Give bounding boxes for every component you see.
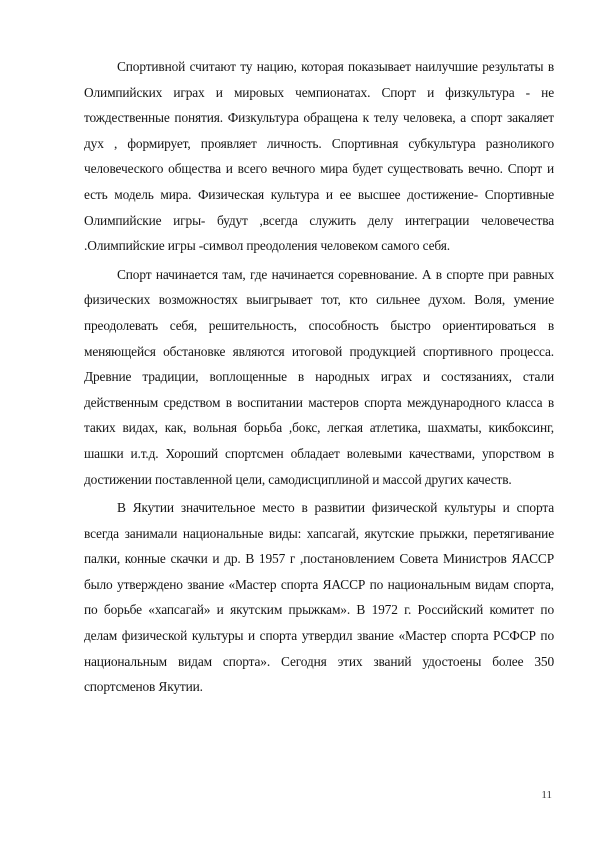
paragraph-olympic-sport: Спортивной считают ту нацию, которая показывает наилучшие результаты в Олимпийских играх и мировых чемпионатах. Спорт и физкультура - не тождественные понятия. Физкультура обращена к телу человека, а спорт закаляет дух , формирует, проявляет личность. Спортивная субкультура разноликого человеческого общества и всего вечного мира будет существовать вечно. Спорт и есть модель мира. Физическая культура и ее высшее достижение- Спортивные Олимпийские игры- будут ,всегда служить делу интеграции человечества .Олимпийские игры -символ преодоления человеком самого себя. xyxy=(84,59,554,254)
paragraph-yakutia-national-sports: В Якутии значительное место в развитии физической культуры и спорта всегда занимали национальные виды: хапсагай, якутские прыжки, перетягивание палки, конные скачки и др. В 1957 г ,постановлением Совета Министров ЯАССР было утверждено звание «Мастер спорта ЯАССР по национальным видам спорта, по борьбе «хапсагай» и якутским прыжкам». В 1972 г. Российский комитет по делам физической культуры и спорта утвердил звание «Мастер спорта РСФСР по национальным видам спорта». Сегодня этих званий удостоены более 350 спортсменов Якутии. xyxy=(84,500,554,695)
page-number: 11 xyxy=(541,789,552,801)
paragraph-competition-spirit: Спорт начинается там, где начинается соревнование. А в спорте при равных физических возможностях выигрывает тот, кто сильнее духом. Воля, умение преодолевать себя, решительность, способность быстро ориентироваться в меняющейся обстановке являются итоговой продукцией спортивного процесса. Древние традиции, воплощенные в народных играх и состязаниях, стали действенным средством в воспитании мастеров спорта международного класса в таких видах, как, вольная борьба ,бокс, легкая атлетика, шахматы, кикбоксинг, шашки и.т.д. Хороший спортсмен обладает волевыми качествами, упорством в достижении поставленной цели, самодисциплиной и массой других качеств. xyxy=(84,266,554,487)
page-body xyxy=(84,54,554,703)
